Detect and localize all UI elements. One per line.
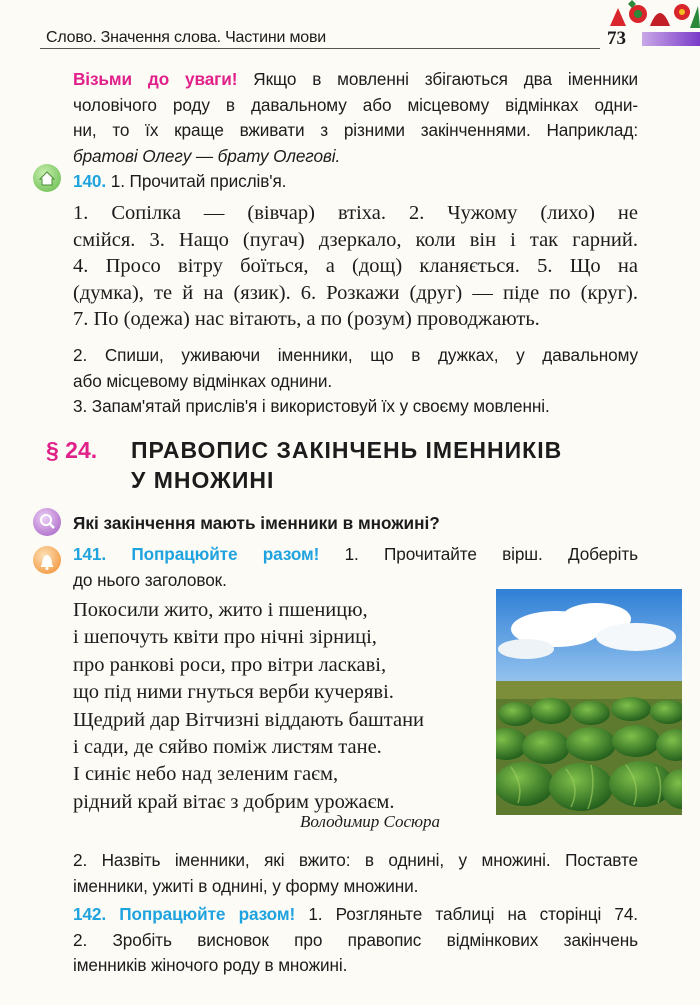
header-rule (40, 48, 600, 49)
page-tab-decoration (642, 32, 700, 46)
ex142-task1: 1. Розгляньте таблиці на сторінці 74. (308, 904, 638, 924)
note-line: ни, то їх краще вживати з різними закінченнями. Наприклад: (73, 120, 638, 140)
ex141-task1: 1. Прочитайте вірш. Доберіть (344, 544, 638, 564)
poem-line: що під ними гнуться верби кучеряві. (73, 681, 394, 704)
ex140-task1: 1. Прочитай прислів'я. (110, 171, 287, 191)
ex140-heading (73, 169, 286, 195)
home-icon-glyph (33, 164, 61, 192)
poem-line: рідний край вітає з добрим урожаєм. (73, 790, 395, 813)
ex142-task2-line: іменників жіночого роду в множині. (73, 955, 348, 975)
ex140-task3: 3. Запам'ятай прислів'я і використовуй їх у своєму мовленні. (73, 396, 550, 416)
proverb-line: (думка), те й на (язик). 6. Розкажи (друг) — піде по (круг). (73, 281, 638, 304)
poem-line: про ранкові роси, про вітри ласкаві, (73, 653, 387, 676)
poem-block (73, 597, 424, 816)
proverbs-block (73, 200, 638, 333)
bell-icon-glyph (33, 546, 61, 574)
proverb-line: смійся. 3. Нащо (пугач) дзеркало, коли він і так гарний. (73, 228, 638, 251)
ex140-task2: 2. Спиши, уживаючи іменники, що в дужках, у давальному (73, 345, 638, 365)
proverb-line: 7. По (одежа) нас вітають, а по (розум) проводжають. (73, 308, 540, 330)
home-icon (33, 164, 61, 192)
ex142-label: 142. Попрацюйте разом! (73, 904, 296, 924)
poem-line: Покосили жито, жито і пшеницю, (73, 599, 368, 621)
page-number: 73 (607, 28, 626, 49)
ex141-task2 (73, 848, 638, 899)
magnifier-icon-glyph (33, 508, 61, 536)
ex141-task2-line: 2. Назвіть іменники, які вжито: в однині, у множині. Поставте (73, 850, 638, 870)
ex141-heading (73, 542, 638, 593)
poem-line: Щедрий дар Вітчизні віддають баштани (73, 708, 425, 731)
section-title (131, 435, 562, 495)
ex141-label: 141. Попрацюйте разом! (73, 544, 320, 564)
note-line: Якщо в мовленні збігаються два іменники (253, 69, 638, 89)
ex142-block (73, 902, 638, 979)
note-example: братові Олегу — брату Олегові. (73, 145, 341, 166)
lesson-question: Які закінчення мають іменники в множині? (73, 513, 440, 533)
note-label: Візьми до уваги! (73, 69, 238, 89)
bell-icon (33, 546, 61, 574)
proverb-line: 4. Просо вітру боїться, а (дощ) кланяється. 5. Що на (73, 255, 638, 277)
running-head: Слово. Значення слова. Частини мови (46, 29, 327, 46)
poem-line: і сади, де сяйво поміж листям тане. (73, 736, 382, 759)
poem-line: і шепочуть квіти про нічні зірниці, (73, 626, 377, 649)
ex141-task1-cont: до нього заголовок. (73, 569, 227, 590)
ex142-task2-line: 2. Зробіть висновок про правопис відмінкових закінчень (73, 929, 638, 950)
poem-author: Володимир Сосюра (300, 812, 441, 831)
poem-line: І синіє небо над зеленим гаєм, (73, 763, 339, 786)
question-magnifier-icon (33, 508, 61, 536)
watermelon-field-photo (496, 589, 682, 815)
ex140-task2: або місцевому відмінках однини. (73, 370, 333, 391)
section-title-line: У МНОЖИНІ (131, 467, 275, 493)
proverb-line: 1. Сопілка — (вівчар) втіха. 2. Чужому (лихо) не (73, 202, 638, 224)
note-line: чоловічого роду в давальному або місцевому відмінках одни- (73, 94, 638, 115)
section-title-line: ПРАВОПИС ЗАКІНЧЕНЬ ІМЕННИКІВ (131, 437, 563, 463)
ex141-task2-line: іменники, ужиті в однині, у форму множини. (73, 875, 419, 896)
ex140-tasks (73, 343, 638, 420)
note-block (73, 67, 638, 169)
section-number: § 24. (46, 437, 98, 463)
ex140-number: 140. (73, 171, 107, 191)
embroidery-ornament (606, 0, 700, 30)
